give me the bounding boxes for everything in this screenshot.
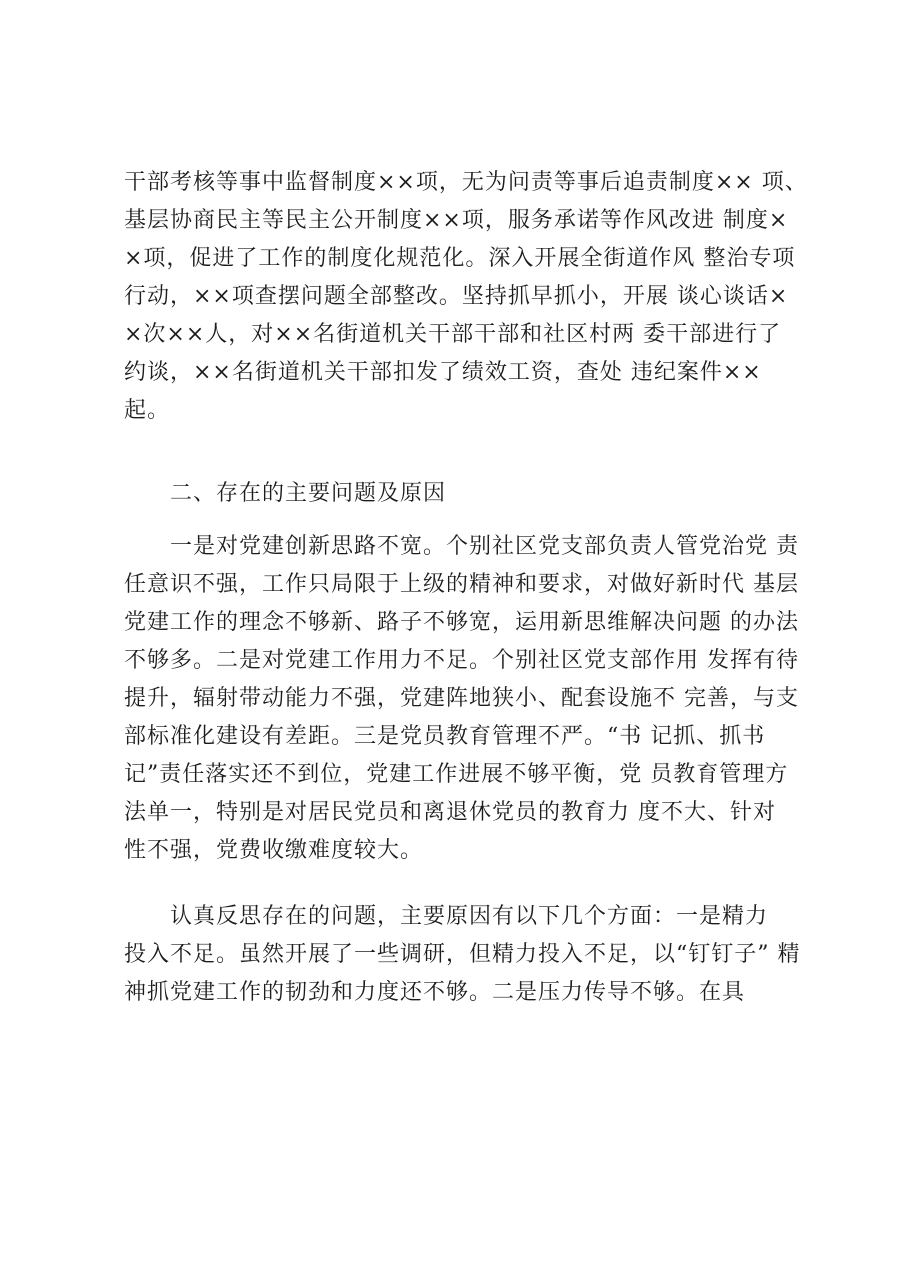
text-line: 认真反思存在的问题，主要原因有以下几个方面：一是精力 — [170, 904, 769, 929]
text-line: 不够多。二是对党建工作用力不足。个别社区党支部作用 发挥有待 — [124, 648, 799, 673]
text-line: 性不强，党费收缴难度较大。 — [124, 838, 424, 863]
text-line: 党建工作的理念不够新、路子不够宽，运用新思维解决问题 的办法 — [124, 610, 799, 635]
section-heading-block — [170, 475, 850, 513]
text-line: 干部考核等事中监督制度××项，无为问责等事后追责制度×× 项、 — [124, 170, 808, 195]
text-line: 基层协商民主等民主公开制度××项，服务承诺等作风改进 制度× — [124, 208, 789, 233]
text-line: 起。 — [124, 398, 171, 423]
text-line: 约谈，××名街道机关干部扣发了绩效工资，查处 违纪案件×× — [124, 360, 762, 385]
text-line: 部标准化建设有差距。三是党员教育管理不严。“书 记抓、抓书 — [124, 724, 766, 749]
text-line: 一是对党建创新思路不宽。个别社区党支部负责人管党治党 责 — [170, 534, 799, 559]
text-line: 神抓党建工作的韧劲和力度还不够。二是压力传导不够。在具 — [124, 980, 746, 1005]
text-line: 法单一，特别是对居民党员和离退休党员的教育力 度不大、针对 — [124, 800, 776, 825]
text-line: 任意识不强，工作只局限于上级的精神和要求，对做好新时代 基层 — [124, 572, 799, 597]
text-line: 投入不足。虽然开展了一些调研，但精力投入不足，以“钉钉子” 精 — [124, 942, 801, 967]
text-line: 行动，××项查摆问题全部整改。坚持抓早抓小，开展 谈心谈话× — [124, 284, 789, 309]
text-line: ×次××人，对××名街道机关干部干部和社区村两 委干部进行了 — [124, 322, 782, 347]
paragraph-2 — [124, 528, 804, 870]
text-line: 记”责任落实还不到位，党建工作进展不够平衡，党 员教育管理方 — [124, 762, 789, 787]
paragraph-3 — [124, 898, 804, 1012]
text-line: ×项，促进了工作的制度化规范化。深入开展全街道作风 整治专项 — [124, 246, 796, 271]
text-line: 提升，辐射带动能力不强，党建阵地狭小、配套设施不 完善，与支 — [124, 686, 799, 711]
paragraph-1 — [124, 164, 808, 430]
section-heading: 二、存在的主要问题及原因 — [170, 481, 447, 506]
